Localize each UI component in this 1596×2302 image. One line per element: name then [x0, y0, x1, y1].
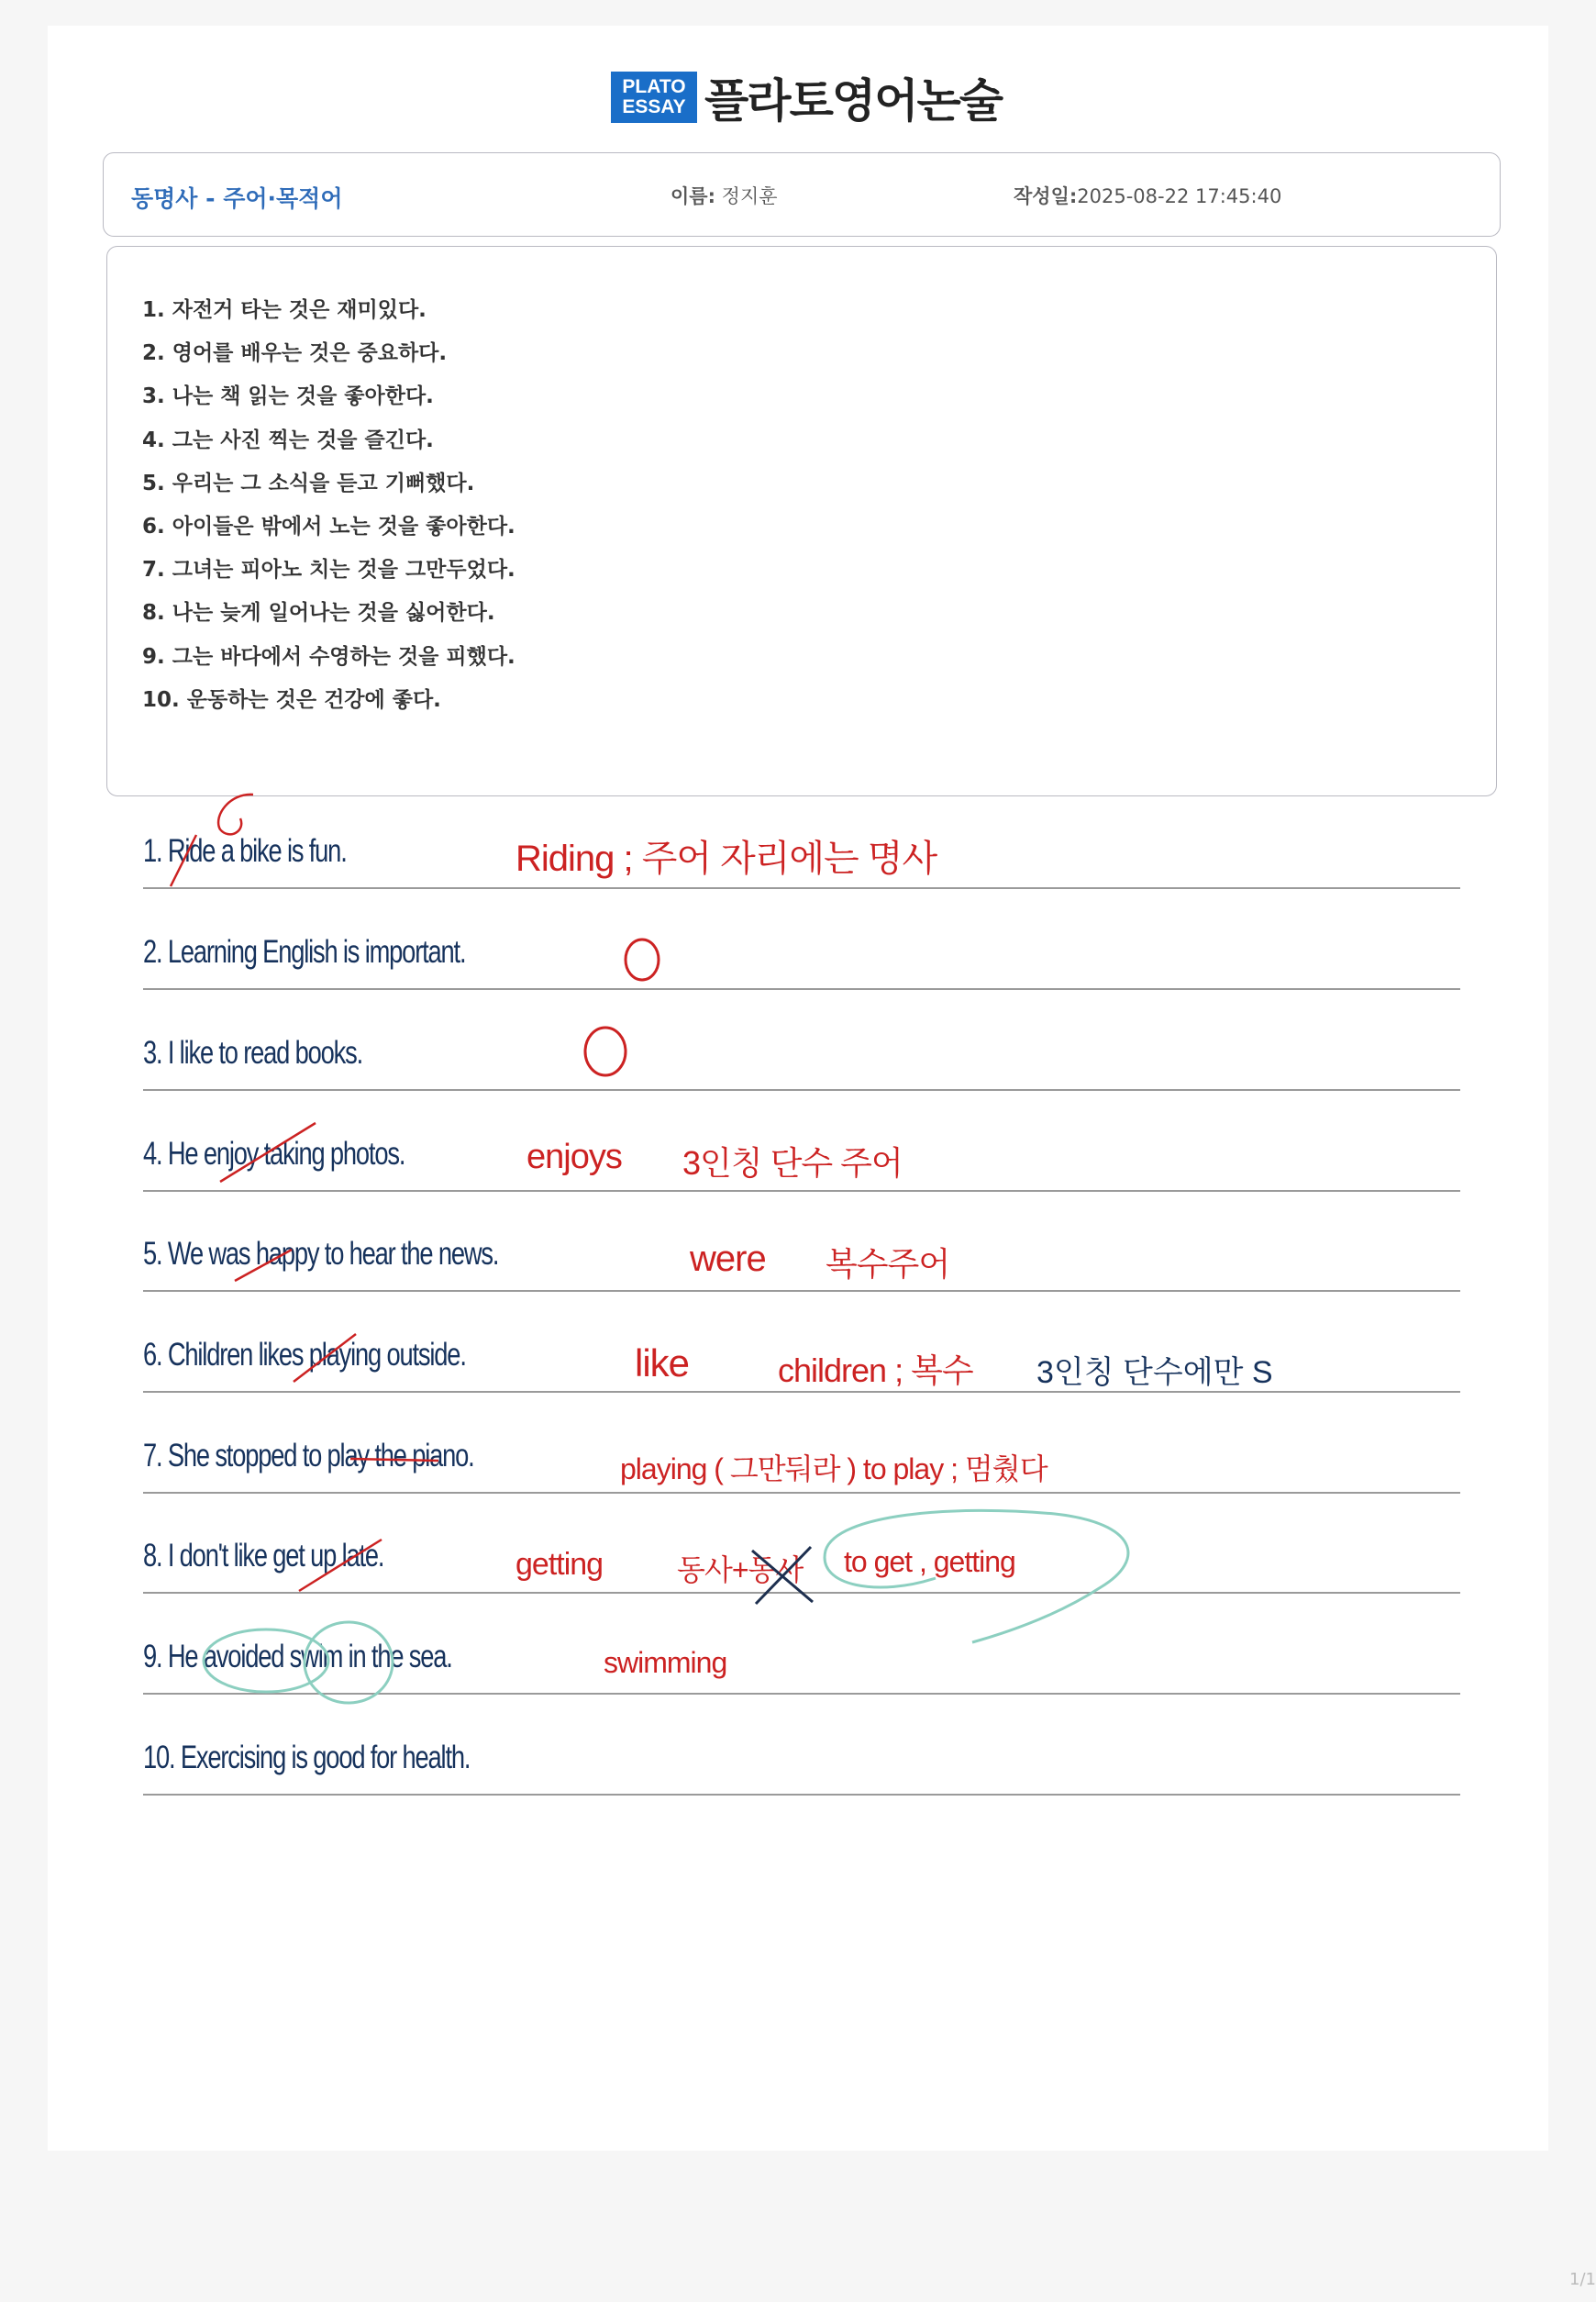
answer-sentence: 1. Ride a bike is fun. — [143, 833, 347, 869]
correction-6a: like — [635, 1341, 690, 1385]
mark-six — [218, 795, 253, 834]
strike-to-play — [350, 1459, 438, 1461]
logo-badge-line2: ESSAY — [622, 96, 686, 117]
question-item: 2. 영어를 배우는 것은 중요하다. — [142, 341, 448, 366]
date-value: 2025-08-22 17:45:40 — [1077, 185, 1282, 207]
ok-circle-2 — [626, 940, 659, 980]
question-item: 7. 그녀는 피아노 치는 것을 그만두었다. — [142, 558, 515, 583]
question-item: 9. 그는 바다에서 수영하는 것을 피했다. — [142, 644, 515, 669]
date-label: 작성일: — [1014, 185, 1078, 207]
question-item: 6. 아이들은 밖에서 노는 것을 좋아한다. — [142, 514, 515, 539]
correction-4a: enjoys — [526, 1138, 622, 1176]
question-item: 10. 운동하는 것은 건강에 좋다. — [142, 687, 441, 712]
correction-1: Riding ; 주어 자리에는 명사 — [515, 839, 937, 879]
ok-circle-3 — [585, 1028, 626, 1075]
answer-sentence: 6. Children likes playing outside. — [143, 1337, 466, 1373]
strike-ride — [171, 835, 196, 886]
name-label: 이름: — [671, 185, 715, 207]
answer-sentence: 9. He avoided swim in the sea. — [143, 1639, 452, 1674]
answer-sentence: 7. She stopped to play the piano. — [143, 1438, 474, 1474]
page-number: 1/1 — [1569, 2270, 1596, 2289]
correction-7: playing ( 그만둬라 ) to play ; 멈췄다 — [620, 1452, 1047, 1485]
worksheet-title: 동명사 - 주어·목적어 — [131, 185, 343, 212]
strike-get — [299, 1540, 382, 1591]
correction-6b: children ; 복수 — [778, 1351, 973, 1389]
answer-sentence: 2. Learning English is important. — [143, 934, 466, 970]
question-item: 1. 자전거 타는 것은 재미있다. — [142, 298, 427, 322]
question-item: 5. 우리는 그 소식을 듣고 기뻐했다. — [142, 471, 475, 495]
answer-sentence: 10. Exercising is good for health. — [143, 1740, 471, 1775]
question-item: 8. 나는 늦게 일어나는 것을 싫어한다. — [142, 601, 495, 626]
correction-4b: 3인칭 단수 주어 — [682, 1144, 903, 1182]
answer-sentence: 5. We was happy to hear the news. — [143, 1236, 499, 1272]
correction-8c: to get , getting — [844, 1545, 1015, 1578]
green-circle-swim — [305, 1622, 393, 1703]
logo-text: 플라토영어논술 — [704, 74, 1003, 128]
answer-sentence: 3. I like to read books. — [143, 1035, 363, 1071]
name-value: 정지훈 — [721, 185, 778, 207]
correction-8b: 동사+동사 — [677, 1553, 804, 1586]
correction-5a: were — [690, 1239, 766, 1279]
correction-9: swimming — [604, 1646, 727, 1679]
correction-5b: 복수주어 — [826, 1245, 950, 1283]
answer-sentence: 4. He enjoy taking photos. — [143, 1136, 405, 1172]
question-item: 4. 그는 사진 찍는 것을 즐긴다. — [142, 428, 434, 452]
question-item: 3. 나는 책 읽는 것을 좋아한다. — [142, 384, 434, 409]
green-loop — [825, 1510, 1128, 1642]
correction-8a: getting — [515, 1547, 604, 1582]
strike-was — [235, 1250, 292, 1281]
strike-enjoy — [220, 1123, 316, 1182]
note-6: 3인칭 단수에만 S — [1036, 1355, 1273, 1390]
strike-likes — [294, 1334, 356, 1382]
cross-mark — [752, 1547, 813, 1604]
logo-badge-line1: PLATO — [622, 76, 686, 97]
answer-sentence: 8. I don't like get up late. — [143, 1538, 384, 1574]
